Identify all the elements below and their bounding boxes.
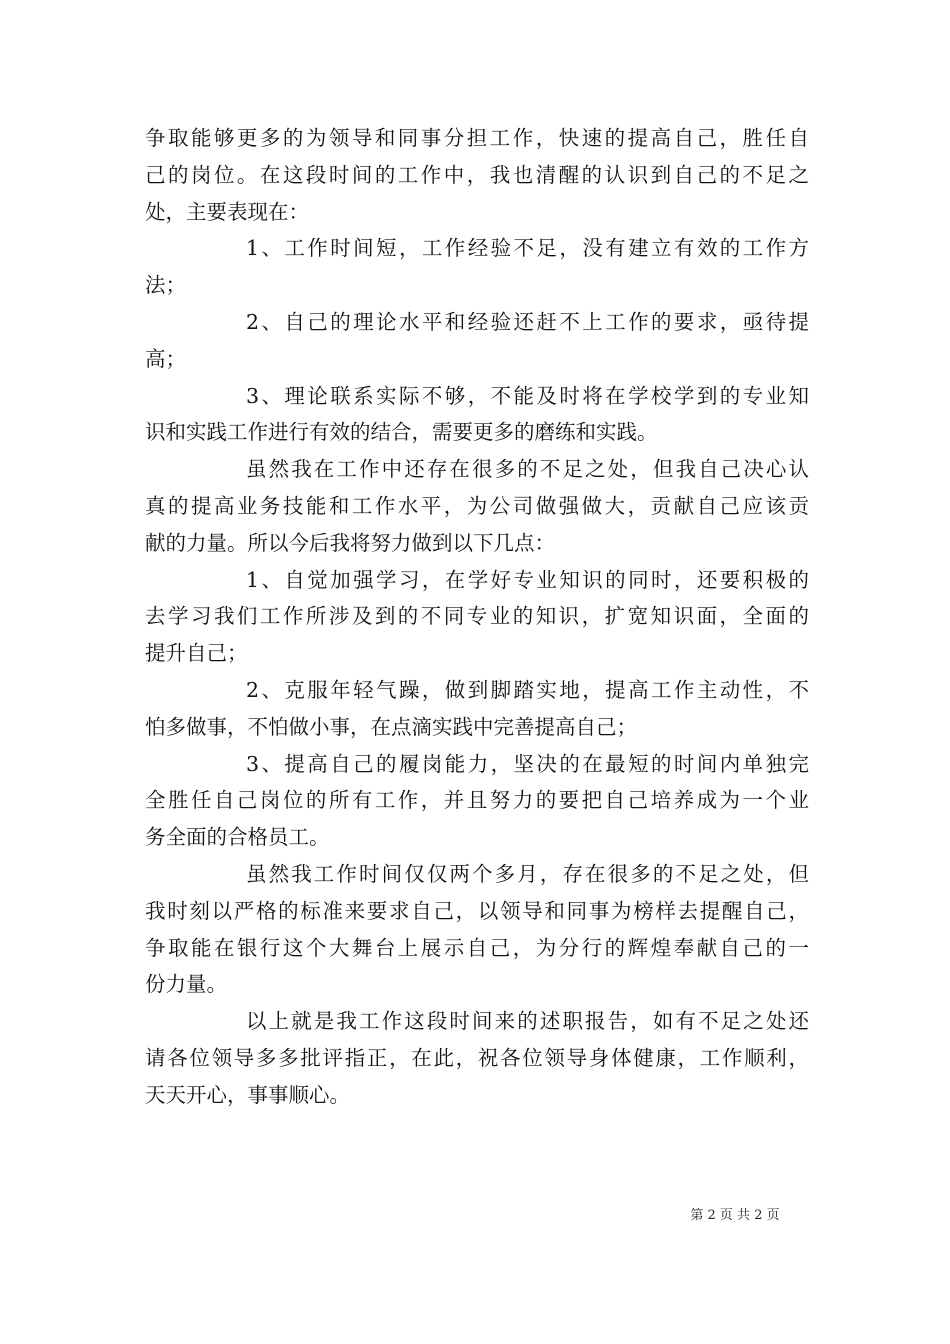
text-line: 3、提高自己的履岗能力，坚决的在最短的时间内单独完 (246, 751, 809, 776)
text-line: 处，主要表现在： (145, 199, 309, 224)
text-line: 全胜任自己岗位的所有工作，并且努力的要把自己培养成为一个业 (145, 788, 809, 813)
text-line: 去学习我们工作所涉及到的不同专业的知识，扩宽知识面，全面的 (145, 604, 809, 629)
text-line: 怕多做事，不怕做小事，在点滴实践中完善提高自己； (145, 714, 637, 739)
text-line: 提升自己； (145, 641, 248, 666)
text-line: 争取能在银行这个大舞台上展示自己，为分行的辉煌奉献自己的一 (145, 935, 809, 960)
text-line: 识和实践工作进行有效的结合，需要更多的磨练和实践。 (145, 420, 658, 445)
text-line: 我时刻以严格的标准来要求自己，以领导和同事为榜样去提醒自己， (145, 898, 809, 923)
document-body (145, 120, 809, 1114)
text-line: 献的力量。所以今后我将努力做到以下几点： (145, 530, 555, 555)
text-line: 真的提高业务技能和工作水平，为公司做强做大，贡献自己应该贡 (145, 493, 809, 518)
text-line: 1、工作时间短，工作经验不足，没有建立有效的工作方 (246, 236, 809, 261)
text-line: 2、克服年轻气躁，做到脚踏实地，提高工作主动性，不 (246, 677, 809, 702)
text-line: 2、自己的理论水平和经验还赶不上工作的要求，亟待提 (246, 309, 809, 334)
text-line: 法； (145, 273, 186, 298)
text-line: 务全面的合格员工。 (145, 825, 330, 850)
text-line: 虽然我在工作中还存在很多的不足之处，但我自己决心认 (246, 457, 809, 482)
text-line: 以上就是我工作这段时间来的述职报告，如有不足之处还 (246, 1009, 809, 1034)
text-line: 份力量。 (145, 972, 227, 997)
text-line: 请各位领导多多批评指正，在此，祝各位领导身体健康，工作顺利， (145, 1045, 809, 1070)
text-line: 争取能够更多的为领导和同事分担工作，快速的提高自己，胜任自 (145, 126, 809, 150)
page-number: 第 2 页 共 2 页 (690, 1208, 780, 1223)
text-line: 1、自觉加强学习，在学好专业知识的同时，还要积极的 (246, 567, 809, 592)
text-line: 己的岗位。在这段时间的工作中，我也清醒的认识到自己的不足之 (145, 162, 809, 187)
text-line: 3、理论联系实际不够，不能及时将在学校学到的专业知 (246, 383, 809, 408)
text-line: 虽然我工作时间仅仅两个多月，存在很多的不足之处，但 (246, 861, 809, 886)
text-line: 天天开心，事事顺心。 (145, 1082, 350, 1107)
text-line: 高； (145, 346, 186, 371)
